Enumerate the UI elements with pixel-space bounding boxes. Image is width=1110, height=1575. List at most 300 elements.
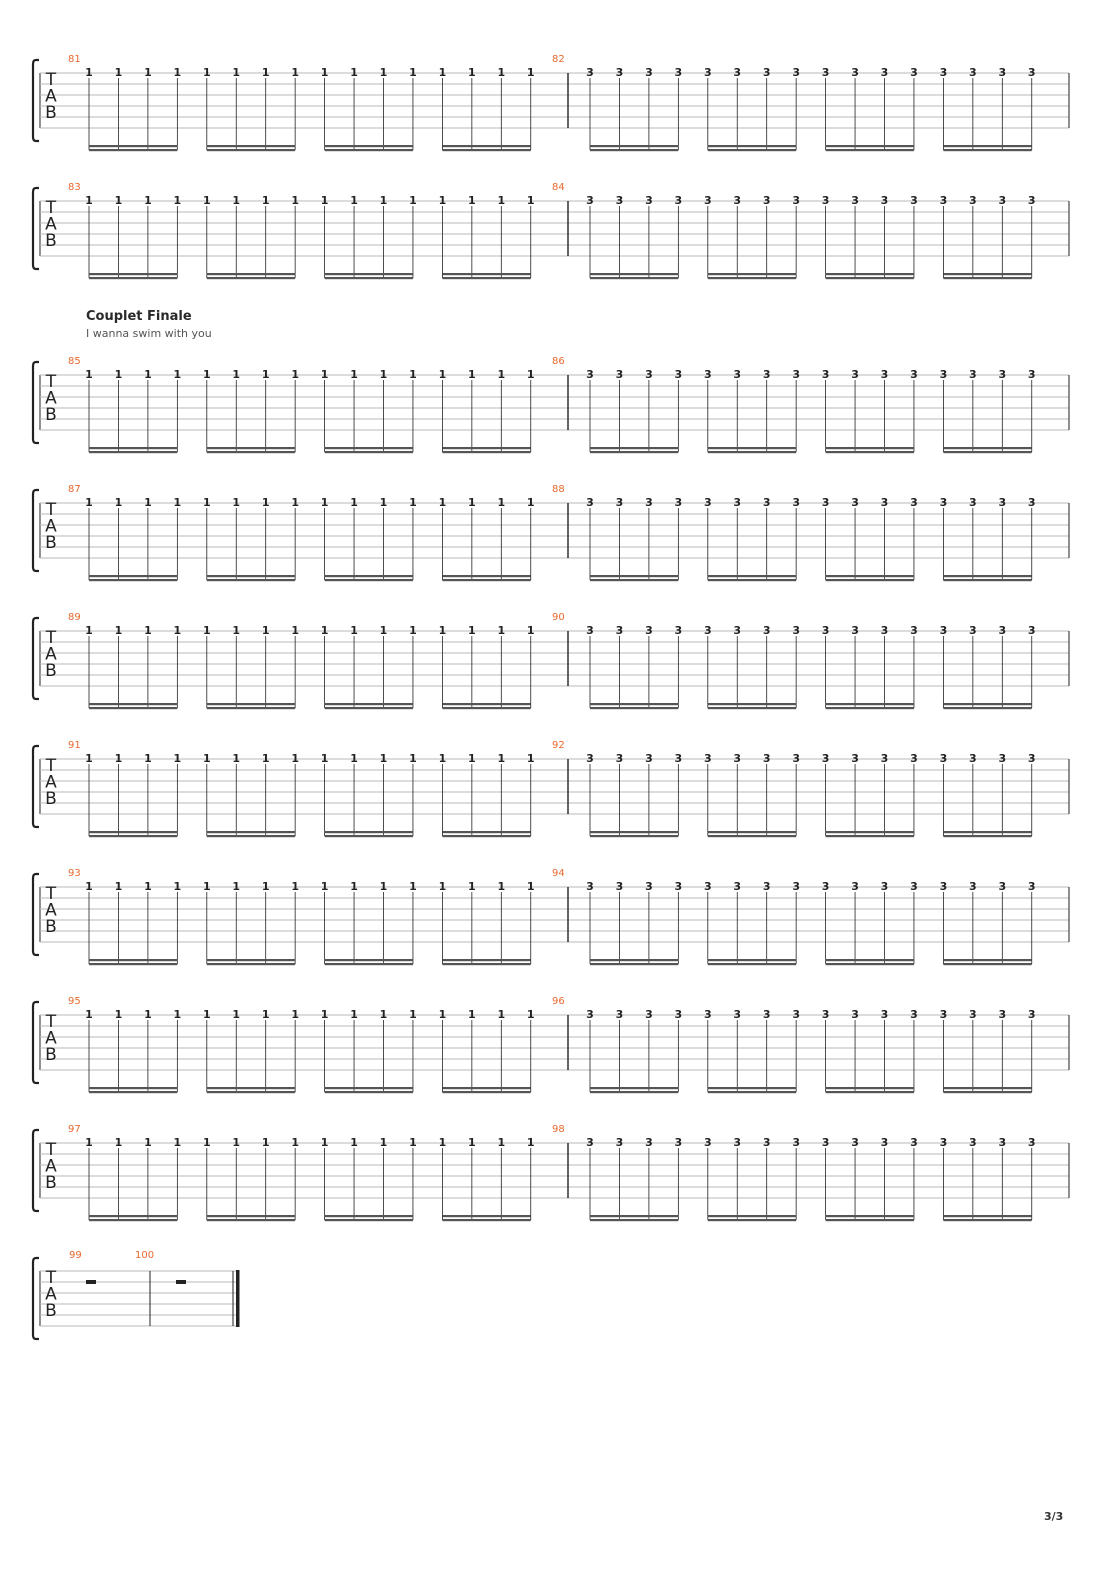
beam — [325, 831, 413, 833]
fret-number: 1 — [85, 496, 93, 509]
fret-number: 1 — [468, 66, 476, 79]
fret-number: 3 — [762, 66, 771, 79]
beam — [826, 831, 914, 833]
fret-number: 3 — [1027, 368, 1036, 381]
beam — [89, 1087, 177, 1089]
beam — [826, 145, 914, 147]
system-bracket — [33, 1002, 39, 1083]
fret-number: 3 — [645, 1008, 653, 1021]
tab-system — [33, 996, 1069, 1093]
fret-number: 1 — [526, 624, 535, 637]
beam — [943, 451, 1031, 453]
beam — [325, 835, 413, 837]
measure-number: 99 — [69, 1250, 82, 1261]
fret-number: 1 — [144, 880, 152, 893]
fret-number: 1 — [202, 194, 211, 207]
fret-number: 3 — [998, 752, 1007, 765]
fret-number: 3 — [792, 1008, 800, 1021]
fret-number: 3 — [615, 1008, 624, 1021]
system-bracket — [33, 490, 39, 571]
beam — [89, 1091, 177, 1093]
fret-number: 1 — [202, 496, 211, 509]
beam — [325, 1215, 413, 1217]
fret-number: 3 — [615, 880, 624, 893]
fret-number: 1 — [144, 1136, 152, 1149]
fret-number: 3 — [645, 66, 653, 79]
fret-number: 1 — [320, 1136, 329, 1149]
fret-number: 1 — [468, 1136, 476, 1149]
fret-number: 3 — [615, 194, 624, 207]
fret-number: 3 — [674, 624, 683, 637]
beam — [89, 447, 177, 449]
fret-number: 1 — [261, 194, 270, 207]
fret-number: 3 — [674, 194, 683, 207]
fret-number: 3 — [821, 1008, 830, 1021]
fret-number: 3 — [1027, 752, 1036, 765]
fret-number: 1 — [261, 1136, 270, 1149]
fret-number: 1 — [526, 368, 535, 381]
beam — [590, 1087, 678, 1089]
fret-number: 1 — [173, 752, 182, 765]
beam — [442, 149, 530, 151]
measure-number: 85 — [68, 356, 81, 367]
fret-number: 3 — [880, 368, 889, 381]
beam — [943, 447, 1031, 449]
tab-clef-letter: B — [45, 1301, 57, 1321]
fret-number: 1 — [173, 624, 182, 637]
fret-number: 1 — [202, 880, 211, 893]
fret-number: 1 — [497, 752, 506, 765]
fret-number: 3 — [674, 368, 683, 381]
fret-number: 3 — [703, 880, 712, 893]
beam — [708, 145, 796, 147]
fret-number: 3 — [939, 194, 948, 207]
fret-number: 1 — [232, 1008, 241, 1021]
fret-number: 1 — [232, 194, 241, 207]
beam — [943, 707, 1031, 709]
beam — [708, 575, 796, 577]
tab-system — [33, 54, 1069, 151]
fret-number: 1 — [379, 66, 388, 79]
fret-number: 1 — [409, 368, 417, 381]
tab-clef-letter: A — [45, 1028, 57, 1049]
beam — [590, 1219, 678, 1221]
beam — [590, 831, 678, 833]
fret-number: 1 — [85, 1008, 93, 1021]
measure-number: 82 — [552, 54, 565, 65]
beam — [708, 835, 796, 837]
beam — [325, 1219, 413, 1221]
beam — [207, 831, 295, 833]
tab-clef-letter: B — [45, 405, 57, 425]
fret-number: 3 — [880, 496, 889, 509]
fret-number: 3 — [821, 624, 830, 637]
fret-number: 3 — [821, 752, 830, 765]
fret-number: 3 — [792, 66, 800, 79]
fret-number: 1 — [320, 880, 329, 893]
beam — [89, 1219, 177, 1221]
fret-number: 1 — [114, 1136, 123, 1149]
fret-number: 3 — [674, 1008, 683, 1021]
fret-number: 1 — [232, 496, 241, 509]
fret-number: 1 — [438, 496, 447, 509]
fret-number: 1 — [85, 880, 93, 893]
beam — [708, 1091, 796, 1093]
beam — [943, 959, 1031, 961]
beam — [708, 703, 796, 705]
fret-number: 3 — [910, 496, 918, 509]
fret-number: 3 — [733, 194, 742, 207]
tab-system — [33, 356, 1069, 453]
beam — [89, 277, 177, 279]
fret-number: 3 — [615, 1136, 624, 1149]
fret-number: 1 — [379, 496, 388, 509]
fret-number: 3 — [880, 880, 889, 893]
beam — [325, 145, 413, 147]
beam — [325, 703, 413, 705]
beam — [708, 273, 796, 275]
fret-number: 3 — [762, 1136, 771, 1149]
system-bracket — [33, 746, 39, 827]
fret-number: 1 — [291, 194, 299, 207]
beam — [207, 1087, 295, 1089]
beam — [325, 963, 413, 965]
fret-number: 1 — [497, 496, 506, 509]
fret-number: 3 — [969, 496, 977, 509]
fret-number: 1 — [320, 1008, 329, 1021]
fret-number: 3 — [969, 194, 977, 207]
fret-number: 3 — [880, 752, 889, 765]
fret-number: 3 — [615, 624, 624, 637]
fret-number: 3 — [998, 194, 1007, 207]
fret-number: 1 — [379, 624, 388, 637]
fret-number: 3 — [939, 66, 948, 79]
fret-number: 3 — [998, 1008, 1007, 1021]
measure-number: 84 — [552, 182, 565, 193]
measure-number: 83 — [68, 182, 81, 193]
beam — [325, 579, 413, 581]
fret-number: 3 — [1027, 1008, 1036, 1021]
fret-number: 1 — [468, 368, 476, 381]
fret-number: 1 — [409, 1008, 417, 1021]
beam — [826, 703, 914, 705]
fret-number: 1 — [468, 752, 476, 765]
beam — [89, 579, 177, 581]
beam — [943, 145, 1031, 147]
beam — [590, 579, 678, 581]
beam — [207, 1219, 295, 1221]
fret-number: 1 — [291, 880, 299, 893]
fret-number: 3 — [939, 624, 948, 637]
beam — [442, 959, 530, 961]
beam — [89, 959, 177, 961]
fret-number: 3 — [821, 880, 830, 893]
tab-clef-letter: A — [45, 516, 57, 537]
tab-system — [33, 484, 1069, 581]
fret-number: 3 — [821, 66, 830, 79]
fret-number: 1 — [144, 752, 152, 765]
beam — [943, 575, 1031, 577]
system-bracket — [33, 362, 39, 443]
fret-number: 1 — [202, 368, 211, 381]
fret-number: 1 — [114, 368, 123, 381]
fret-number: 1 — [320, 496, 329, 509]
fret-number: 1 — [409, 66, 417, 79]
beam — [325, 451, 413, 453]
beam — [442, 579, 530, 581]
beam — [442, 703, 530, 705]
beam — [89, 575, 177, 577]
fret-number: 3 — [998, 880, 1007, 893]
fret-number: 1 — [350, 368, 358, 381]
beam — [325, 1087, 413, 1089]
beam — [207, 145, 295, 147]
fret-number: 3 — [645, 496, 653, 509]
fret-number: 3 — [645, 624, 653, 637]
fret-number: 1 — [261, 496, 270, 509]
fret-number: 1 — [291, 752, 299, 765]
beam — [826, 835, 914, 837]
tab-clef-letter: B — [45, 103, 57, 123]
fret-number: 3 — [910, 624, 918, 637]
fret-number: 3 — [851, 1136, 859, 1149]
beam — [89, 963, 177, 965]
measure-number: 87 — [68, 484, 81, 495]
beam — [943, 1091, 1031, 1093]
fret-number: 1 — [291, 496, 299, 509]
measure-number: 93 — [68, 868, 81, 879]
beam — [943, 1219, 1031, 1221]
fret-number: 1 — [497, 194, 506, 207]
fret-number: 3 — [733, 1008, 742, 1021]
tab-clef-letter: B — [45, 661, 57, 681]
fret-number: 1 — [526, 194, 535, 207]
fret-number: 1 — [85, 368, 93, 381]
measure-number: 91 — [68, 740, 81, 751]
fret-number: 3 — [939, 1136, 948, 1149]
fret-number: 1 — [232, 880, 241, 893]
beam — [943, 703, 1031, 705]
beam — [943, 1215, 1031, 1217]
fret-number: 3 — [615, 752, 624, 765]
fret-number: 3 — [939, 368, 948, 381]
fret-number: 1 — [350, 624, 358, 637]
fret-number: 3 — [821, 368, 830, 381]
fret-number: 3 — [615, 496, 624, 509]
fret-number: 3 — [792, 624, 800, 637]
beam — [590, 1215, 678, 1217]
beam — [708, 707, 796, 709]
fret-number: 1 — [497, 624, 506, 637]
beam — [943, 1087, 1031, 1089]
fret-number: 1 — [173, 1008, 182, 1021]
fret-number: 1 — [438, 624, 447, 637]
fret-number: 1 — [291, 1008, 299, 1021]
beam — [590, 835, 678, 837]
beam — [826, 963, 914, 965]
fret-number: 1 — [526, 66, 535, 79]
fret-number: 3 — [733, 496, 742, 509]
fret-number: 3 — [762, 1008, 771, 1021]
fret-number: 1 — [232, 66, 241, 79]
fret-number: 1 — [438, 880, 447, 893]
fret-number: 1 — [438, 66, 447, 79]
fret-number: 3 — [821, 1136, 830, 1149]
fret-number: 3 — [703, 1008, 712, 1021]
tab-clef-letter: B — [45, 533, 57, 553]
beam — [708, 959, 796, 961]
fret-number: 3 — [851, 496, 859, 509]
fret-number: 3 — [821, 496, 830, 509]
fret-number: 3 — [851, 66, 859, 79]
beam — [325, 447, 413, 449]
fret-number: 3 — [851, 624, 859, 637]
tab-clef-letter: A — [45, 214, 57, 235]
tab-clef-letter: B — [45, 917, 57, 937]
beam — [325, 959, 413, 961]
fret-number: 1 — [291, 66, 299, 79]
beam — [590, 273, 678, 275]
section-title: Couplet Finale — [86, 309, 192, 324]
beam — [442, 273, 530, 275]
measure-number: 98 — [552, 1124, 565, 1135]
fret-number: 3 — [733, 880, 742, 893]
fret-number: 1 — [350, 1136, 358, 1149]
beam — [325, 575, 413, 577]
fret-number: 1 — [526, 752, 535, 765]
fret-number: 1 — [173, 66, 182, 79]
beam — [207, 277, 295, 279]
beam — [207, 451, 295, 453]
fret-number: 1 — [261, 1008, 270, 1021]
beam — [943, 835, 1031, 837]
fret-number: 1 — [291, 624, 299, 637]
fret-number: 3 — [792, 194, 800, 207]
beam — [826, 1091, 914, 1093]
fret-number: 1 — [409, 194, 417, 207]
fret-number: 1 — [114, 496, 123, 509]
fret-number: 1 — [144, 624, 152, 637]
tab-clef-letter: T — [45, 198, 57, 218]
fret-number: 1 — [409, 1136, 417, 1149]
measure-number: 96 — [552, 996, 565, 1007]
fret-number: 1 — [291, 368, 299, 381]
fret-number: 3 — [586, 194, 594, 207]
fret-number: 1 — [468, 624, 476, 637]
fret-number: 1 — [438, 194, 447, 207]
tab-clef-letter: A — [45, 388, 57, 409]
beam — [590, 1091, 678, 1093]
beam — [708, 579, 796, 581]
beam — [207, 963, 295, 965]
fret-number: 1 — [320, 368, 329, 381]
fret-number: 3 — [1027, 880, 1036, 893]
beam — [590, 963, 678, 965]
fret-number: 1 — [497, 1136, 506, 1149]
beam — [89, 1215, 177, 1217]
fret-number: 3 — [910, 752, 918, 765]
beam — [826, 959, 914, 961]
fret-number: 1 — [350, 752, 358, 765]
fret-number: 3 — [703, 194, 712, 207]
fret-number: 1 — [114, 624, 123, 637]
fret-number: 1 — [85, 624, 93, 637]
fret-number: 1 — [173, 496, 182, 509]
fret-number: 1 — [144, 368, 152, 381]
beam — [325, 149, 413, 151]
beam — [943, 273, 1031, 275]
beam — [89, 703, 177, 705]
fret-number: 1 — [379, 1136, 388, 1149]
fret-number: 3 — [939, 496, 948, 509]
beam — [89, 273, 177, 275]
beam — [207, 575, 295, 577]
measure-number: 100 — [135, 1250, 155, 1261]
fret-number: 1 — [468, 1008, 476, 1021]
fret-number: 3 — [851, 194, 859, 207]
beam — [826, 575, 914, 577]
measure-number: 95 — [68, 996, 81, 1007]
tab-clef-letter: T — [45, 884, 57, 904]
beam — [442, 447, 530, 449]
beam — [826, 1087, 914, 1089]
fret-number: 1 — [144, 66, 152, 79]
fret-number: 1 — [173, 880, 182, 893]
beam — [826, 579, 914, 581]
fret-number: 3 — [851, 1008, 859, 1021]
measure-number: 90 — [552, 612, 565, 623]
fret-number: 3 — [880, 66, 889, 79]
fret-number: 1 — [468, 880, 476, 893]
fret-number: 3 — [645, 880, 653, 893]
fret-number: 3 — [821, 194, 830, 207]
final-barline-thick — [236, 1270, 240, 1327]
whole-rest — [86, 1280, 96, 1284]
beam — [89, 451, 177, 453]
measure-number: 97 — [68, 1124, 81, 1135]
fret-number: 1 — [468, 496, 476, 509]
fret-number: 1 — [438, 368, 447, 381]
fret-number: 1 — [526, 1136, 535, 1149]
beam — [826, 273, 914, 275]
fret-number: 1 — [114, 752, 123, 765]
fret-number: 3 — [586, 496, 594, 509]
fret-number: 1 — [114, 880, 123, 893]
beam — [442, 451, 530, 453]
fret-number: 3 — [998, 1136, 1007, 1149]
beam — [590, 703, 678, 705]
beam — [89, 149, 177, 151]
fret-number: 3 — [586, 624, 594, 637]
fret-number: 3 — [969, 368, 977, 381]
beam — [590, 707, 678, 709]
measure-number: 81 — [68, 54, 81, 65]
beam — [708, 831, 796, 833]
fret-number: 1 — [379, 880, 388, 893]
beam — [826, 149, 914, 151]
fret-number: 3 — [733, 368, 742, 381]
fret-number: 3 — [615, 368, 624, 381]
fret-number: 3 — [762, 496, 771, 509]
fret-number: 1 — [438, 1008, 447, 1021]
beam — [826, 447, 914, 449]
fret-number: 3 — [1027, 624, 1036, 637]
beam — [708, 277, 796, 279]
fret-number: 3 — [586, 880, 594, 893]
fret-number: 1 — [497, 368, 506, 381]
fret-number: 3 — [645, 752, 653, 765]
fret-number: 1 — [438, 752, 447, 765]
